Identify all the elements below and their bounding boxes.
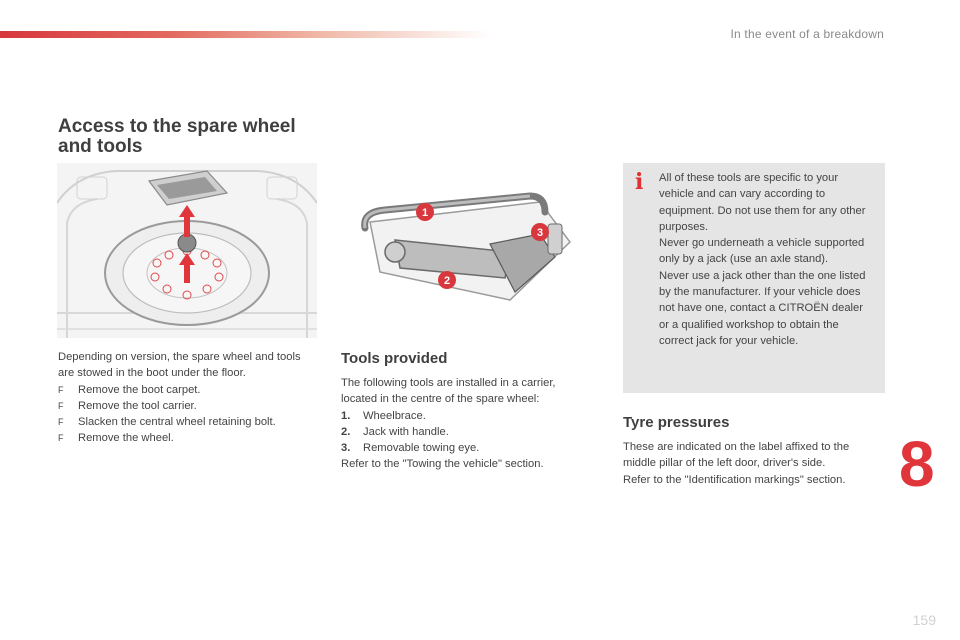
step-text: Remove the tool carrier. bbox=[78, 399, 197, 412]
list-item bbox=[341, 424, 591, 440]
tyre-section bbox=[623, 414, 883, 488]
spare-wheel-illustration bbox=[57, 163, 317, 338]
step-text: Remove the wheel. bbox=[78, 432, 174, 445]
access-intro: Depending on version, the spare wheel and tools are stowed in the boot under the floor. bbox=[58, 351, 301, 380]
section-header: In the event of a breakdown bbox=[730, 27, 884, 41]
callout-3-label: 3 bbox=[536, 227, 544, 239]
tyre-title: Tyre pressures bbox=[623, 414, 730, 431]
tools-title: Tools provided bbox=[341, 350, 448, 367]
tools-refer: Refer to the "Towing the vehicle" section. bbox=[341, 458, 544, 471]
list-item bbox=[58, 382, 308, 398]
header-accent-bar bbox=[0, 31, 490, 38]
item-label: Removable towing eye. bbox=[363, 442, 480, 455]
list-item bbox=[341, 408, 591, 424]
callout-1 bbox=[416, 203, 434, 221]
step-text: Remove the boot carpet. bbox=[78, 383, 201, 396]
bullet-mark: F bbox=[58, 384, 64, 395]
callout-2 bbox=[438, 271, 456, 289]
info-box bbox=[623, 163, 885, 393]
access-instructions bbox=[58, 349, 308, 447]
bullet-mark: F bbox=[58, 400, 64, 411]
list-item bbox=[58, 414, 308, 430]
tyre-line: Refer to the "Identification markings" section. bbox=[623, 473, 846, 486]
item-number: 3. bbox=[341, 442, 351, 455]
item-number: 2. bbox=[341, 425, 351, 438]
info-line: All of these tools are specific to your vehicle and can vary according to equipment. Do not use them for any other purposes. bbox=[659, 172, 866, 233]
callout-1-label: 1 bbox=[421, 207, 429, 219]
callout-2-label: 2 bbox=[443, 275, 451, 287]
item-number: 1. bbox=[341, 409, 351, 422]
chapter-number: 8 bbox=[899, 428, 935, 500]
list-item bbox=[58, 398, 308, 414]
tools-intro: The following tools are installed in a carrier, located in the centre of the spare wheel: bbox=[341, 377, 556, 406]
page-number: 159 bbox=[912, 612, 936, 628]
tools-section bbox=[341, 350, 591, 473]
info-text bbox=[659, 170, 869, 349]
item-label: Jack with handle. bbox=[363, 425, 449, 438]
callout-3 bbox=[531, 223, 549, 241]
list-item bbox=[58, 430, 308, 446]
info-line: Never go underneath a vehicle supported only by a jack (use an axle stand). bbox=[659, 237, 865, 266]
page-title: Access to the spare wheel and tools bbox=[58, 116, 296, 157]
item-label: Wheelbrace. bbox=[363, 409, 426, 422]
info-icon: i bbox=[635, 169, 644, 195]
info-line: Never use a jack other than the one listed by the manufacturer. If your vehicle does not have one, contact a CITROËN dealer or a qualified workshop to obtain the correct jack for your vehicle. bbox=[659, 269, 866, 347]
tools-illustration bbox=[340, 182, 580, 322]
bullet-mark: F bbox=[58, 417, 64, 428]
tyre-line: These are indicated on the label affixed to the middle pillar of the left door, driver's side. bbox=[623, 441, 850, 470]
bullet-mark: F bbox=[58, 433, 64, 444]
step-text: Slacken the central wheel retaining bolt. bbox=[78, 416, 276, 429]
list-item bbox=[341, 440, 591, 456]
